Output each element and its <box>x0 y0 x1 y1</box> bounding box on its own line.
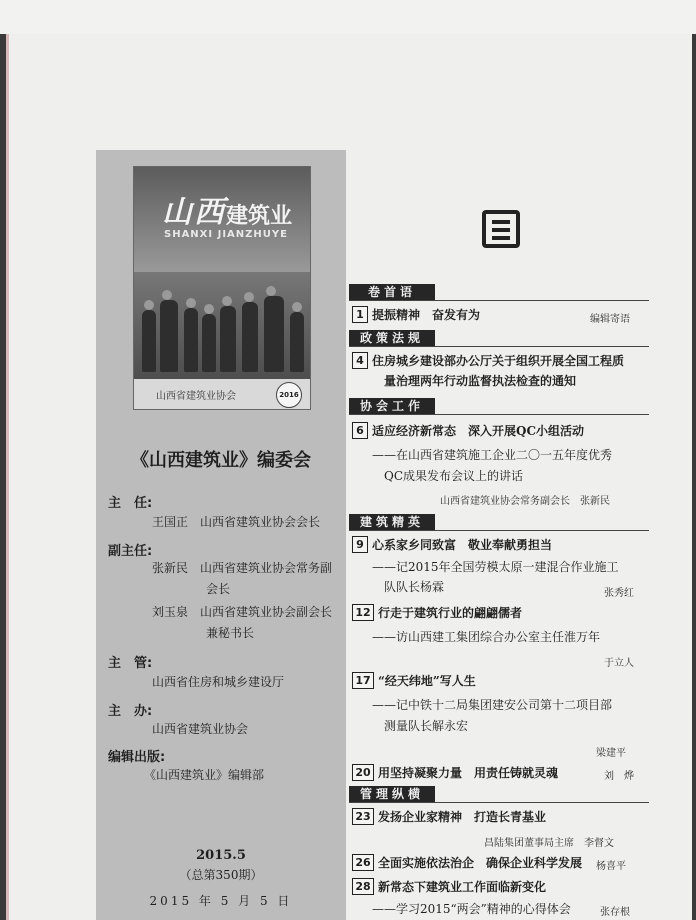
issue-number: 2015.5 <box>196 848 246 863</box>
person-figure <box>160 300 178 372</box>
article-title: 住房城乡建设部办公厅关于组织开展全国工程质 <box>372 354 625 368</box>
deputy-label: 副主任: <box>108 544 153 559</box>
page-number: 26 <box>352 854 374 871</box>
section-header: 协会工作 <box>349 398 435 415</box>
director-name: 王国正 山西省建筑业协会会长 <box>152 515 321 529</box>
section-header: 建筑精英 <box>349 514 435 531</box>
article-author: 张存根 <box>600 907 630 918</box>
association-logo-icon: 2016 <box>276 382 302 408</box>
page-edge <box>6 34 9 920</box>
article-author: 山西省建筑业协会常务副会长 张新民 <box>440 496 610 507</box>
section-rule <box>349 802 649 803</box>
person-figure <box>202 314 216 372</box>
cover-footer <box>134 379 310 409</box>
article-subtitle-cont: 队队长杨霖 <box>384 580 445 594</box>
article-subtitle-cont: 测量队长解永宏 <box>384 719 469 733</box>
cover-title-english: SHANXI JIANZHUYE <box>164 229 288 240</box>
editor-label: 编辑出版: <box>108 750 166 765</box>
section-rule <box>349 346 649 347</box>
page-number: 20 <box>352 764 374 781</box>
page-number: 28 <box>352 878 374 895</box>
section-rule <box>349 530 649 531</box>
person-figure <box>242 302 258 372</box>
sponsor-label: 主 办: <box>108 704 153 719</box>
person-figure <box>184 308 198 372</box>
cover-title: 建筑业 <box>226 203 293 229</box>
page-number: 12 <box>352 604 374 621</box>
section-header: 政策法规 <box>349 330 435 347</box>
page-number: 9 <box>352 536 368 553</box>
deputy-1-line-1: 张新民 山西省建筑业协会常务副 <box>152 561 333 575</box>
article-title-cont: 量治理两年行动监督执法检查的通知 <box>384 374 577 388</box>
magazine-cover-image <box>133 166 311 410</box>
supervisor-name: 山西省住房和城乡建设厅 <box>152 675 285 689</box>
scanner-top-strip <box>0 0 696 34</box>
article-title: 用坚持凝聚力量 用责任铸就灵魂 <box>378 766 559 780</box>
person-figure <box>264 296 284 372</box>
article-subtitle: ——记2015年全国劳模太原一建混合作业施工 <box>372 560 619 574</box>
issue-date: 2015 年 5 月 5 日 <box>149 894 293 908</box>
deputy-2-line-1: 刘玉泉 山西省建筑业协会副会长 <box>152 605 333 619</box>
section-header: 管理纵横 <box>349 786 435 803</box>
article-title: 适应经济新常态 深入开展QC小组活动 <box>372 424 585 438</box>
section-header: 卷首语 <box>349 284 435 301</box>
editor-name: 《山西建筑业》编辑部 <box>144 768 265 782</box>
page-number: 4 <box>352 352 368 369</box>
section-rule <box>349 414 649 415</box>
editorial-board-panel <box>96 150 346 920</box>
article-subtitle-cont: QC成果发布会议上的讲话 <box>384 469 524 483</box>
cover-publisher: 山西省建筑业协会 <box>156 391 236 402</box>
article-author: 刘 烨 <box>604 771 634 782</box>
sponsor-name: 山西省建筑业协会 <box>152 722 249 736</box>
magazine-page <box>6 34 692 920</box>
page-number: 17 <box>352 672 374 689</box>
article-title: 全面实施依法治企 确保企业科学发展 <box>378 856 583 870</box>
article-title: 发扬企业家精神 打造长青基业 <box>378 810 547 824</box>
section-rule <box>349 300 649 301</box>
page-number: 6 <box>352 422 368 439</box>
article-title: 提振精神 奋发有为 <box>372 308 481 322</box>
article-author: 编辑寄语 <box>590 314 630 325</box>
article-subtitle: ——学习2015“两会”精神的心得体会 <box>372 902 571 916</box>
article-subtitle: ——在山西省建筑施工企业二〇一五年度优秀 <box>372 448 613 462</box>
page-number: 1 <box>352 306 368 323</box>
article-title: “经天纬地”写人生 <box>378 674 476 688</box>
article-author: 张秀红 <box>604 588 634 599</box>
person-figure <box>142 310 156 372</box>
article-title: 新常态下建筑业工作面临新变化 <box>378 880 547 894</box>
director-label: 主 任: <box>108 496 153 511</box>
deputy-2-line-2: 兼秘书长 <box>206 626 255 640</box>
issue-total: （总第350期） <box>179 868 263 882</box>
supervisor-label: 主 管: <box>108 656 153 671</box>
cover-title-calligraphy: 山西 <box>162 195 226 230</box>
article-author: 昌陆集团董事局主席 李督文 <box>484 838 614 849</box>
article-title: 心系家乡同致富 敬业奉献勇担当 <box>372 538 553 552</box>
deputy-1-line-2: 会长 <box>206 582 231 596</box>
editorial-board-title: 《山西建筑业》编委会 <box>131 450 311 471</box>
article-author: 杨喜平 <box>596 861 626 872</box>
article-subtitle: ——记中铁十二局集团建安公司第十二项目部 <box>372 698 613 712</box>
cover-photo-people <box>134 272 310 380</box>
article-subtitle: ——访山西建工集团综合办公室主任淮万年 <box>372 630 601 644</box>
article-author: 梁建平 <box>596 748 626 759</box>
article-title: 行走于建筑行业的翩翩儒者 <box>378 606 523 620</box>
article-author: 于立人 <box>604 658 634 669</box>
person-figure <box>220 306 236 372</box>
person-figure <box>290 312 304 372</box>
contents-heading-icon <box>482 210 520 248</box>
page-number: 23 <box>352 808 374 825</box>
